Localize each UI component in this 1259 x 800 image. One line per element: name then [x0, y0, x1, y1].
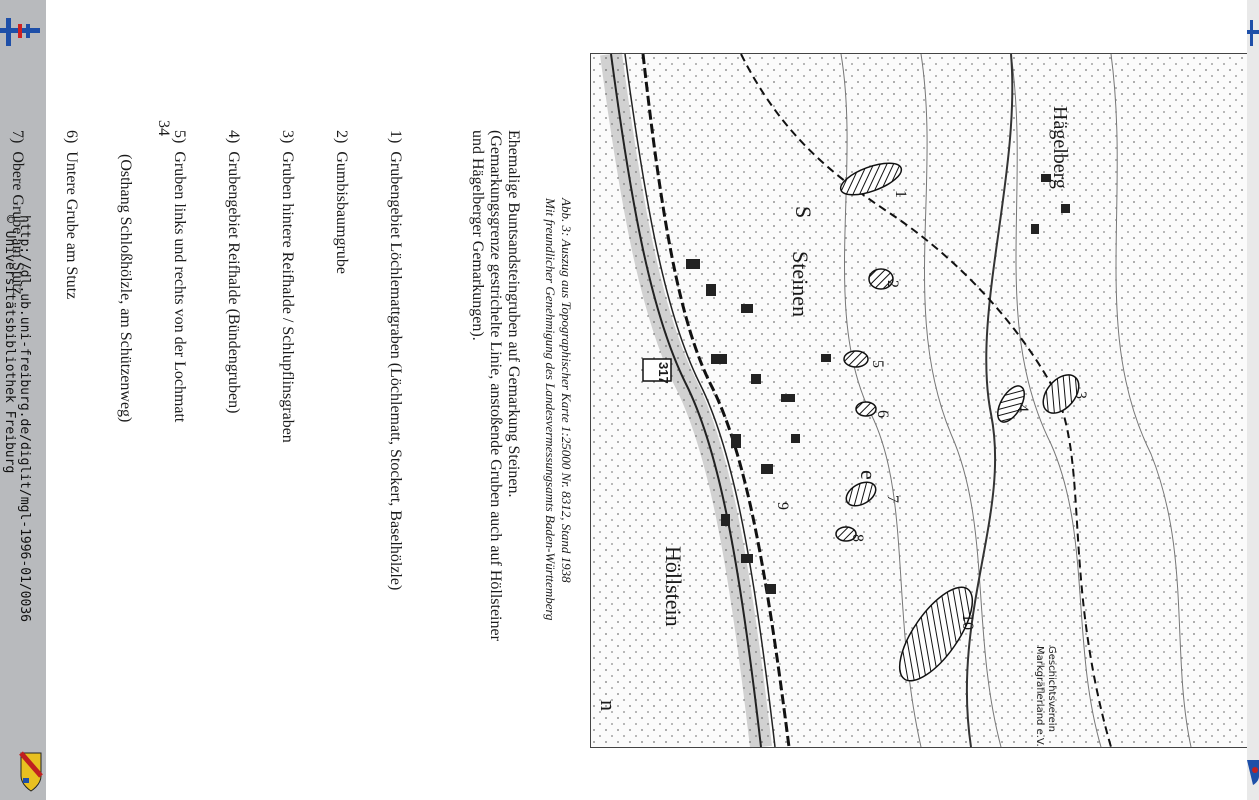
intro-paragraph: [468, 130, 522, 641]
list-item: 6) Untere Grube am Stutz: [63, 130, 80, 300]
pit-number: 6: [874, 410, 891, 418]
pit-number: 8: [849, 534, 866, 542]
publisher-credit: Geschichtsverein Markgräflerland e.V.: [1034, 646, 1057, 747]
coat-of-arms-icon: [1247, 758, 1259, 786]
page-number: 34: [155, 120, 172, 136]
pit-number: 10: [959, 614, 976, 630]
list-item: 5) Gruben links und rechts von der Lochmatt: [171, 130, 188, 423]
place-label-haegelberg: Hägelberg: [1049, 106, 1071, 189]
coat-of-arms-icon: [20, 752, 42, 792]
place-label-steinen: Steinen: [788, 251, 813, 317]
pit-number: 5: [869, 360, 886, 368]
pit-number: 3: [1072, 391, 1089, 399]
library-logo-icon: [0, 14, 40, 50]
place-label-hoellstein: Höllstein: [661, 546, 686, 627]
pit-number: 1: [892, 190, 909, 198]
list-item: 7) Obere Grube am Stutz: [9, 130, 26, 295]
map-letter: S: [791, 206, 816, 219]
library-logo-icon: [1247, 18, 1259, 48]
list-item: 4) Grubengebiet Reifhalde (Bündengruben): [225, 130, 242, 414]
map-letter: n: [596, 700, 621, 711]
intro-line: und Hägelberger Gemarkungen).: [469, 130, 486, 341]
map-letter: e: [856, 470, 881, 480]
pit-number: 2: [884, 280, 901, 288]
adjacent-page-edge: [1247, 0, 1259, 800]
document-url[interactable]: http://dl.ub.uni-freiburg.de/diglit/mgl-1996-01/0036: [17, 215, 32, 622]
pit-number: 9: [774, 502, 791, 510]
pit-list: [0, 130, 440, 641]
caption-line: Abb. 3: Auszug aus Topographischer Karte 1:25000 Nr. 8312, Stand 1938: [559, 198, 574, 583]
list-item: (Osthang Schloßhölzle, am Schützenweg): [117, 130, 134, 423]
list-item: 2) Gumbisbaumgrube: [333, 130, 350, 274]
list-item: 3) Gruben hintere Reifhalde / Schlupflinsgraben: [279, 130, 296, 443]
pit-number: 4: [1014, 404, 1031, 412]
intro-line: Ehemalige Buntsandsteingruben auf Gemarkung Steinen.: [505, 130, 522, 498]
figure-caption: [542, 198, 574, 621]
library-credit: © Universitätsbibliothek Freiburg: [2, 215, 17, 474]
road-number-label: 317: [656, 362, 671, 384]
list-item: 1) Grubengebiet Löchlemattgraben (Löchlematt, Stockert, Baselhölzle): [387, 130, 404, 591]
pit-number: 7: [884, 495, 901, 503]
intro-line: (Gemarkungsgrenze gestrichelte Linie, anstoßende Gruben auch auf Höllsteiner: [487, 130, 504, 641]
caption-line: Mit freundlicher Genehmigung des Landesvermessungsamts Baden-Württemberg: [543, 198, 558, 621]
topographic-map-figure: [590, 53, 1250, 748]
